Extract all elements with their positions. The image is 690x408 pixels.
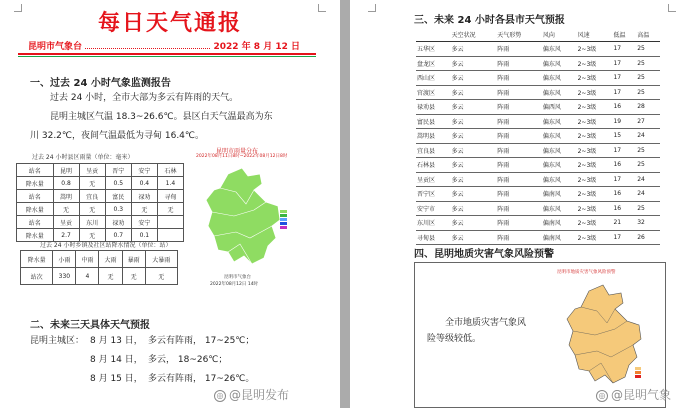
rain-table-row: [17, 216, 184, 229]
corner-mark: [668, 4, 676, 12]
forecast-cell: 多云: [451, 158, 497, 173]
section1-para1: 过去 24 小时，全市大部为多云有阵雨的天气。: [50, 93, 239, 103]
section2-heading: 二、未来三天具体天气预报: [30, 320, 150, 331]
rain-table: [16, 163, 184, 242]
forecast-cell: 偏东风: [542, 56, 577, 71]
forecast-cell: 阵雨: [496, 216, 542, 231]
forecast-cell: 17: [612, 56, 636, 71]
forecast-cell: 16: [612, 158, 636, 173]
forecast-cell: 宜良县: [416, 143, 451, 158]
rain-table-cell: 2.7: [53, 229, 79, 242]
rain-table-cell: [157, 216, 183, 229]
dotted-leader: [85, 39, 210, 49]
station-table-caption: 过去 24 小时乡镇及社区站降水情况（单位：站）: [40, 242, 172, 249]
rain-table-cell: 0.4: [131, 177, 157, 190]
forecast-cell: 25: [636, 143, 660, 158]
forecast-cell: 阵雨: [496, 56, 542, 71]
forecast-cell: 多云: [451, 114, 497, 129]
rain-table-cell: 呈贡: [79, 164, 105, 177]
forecast-cell: 16: [612, 201, 636, 216]
geo-risk-line1: 全市地质灾害气象风: [445, 318, 527, 328]
forecast-cell: 27: [636, 114, 660, 129]
station-table-cell: 无: [122, 268, 145, 285]
forecast-day-1-date: 8 月 13 日，: [90, 336, 143, 346]
rain-table-cell: 无: [53, 203, 79, 216]
forecast-cell: 2~3级: [577, 187, 613, 202]
map-org: 昆明市气象台: [224, 275, 251, 280]
forecast-cell: 阵雨: [496, 71, 542, 86]
forecast-cell: 偏西风: [542, 100, 577, 115]
geo-risk-line2: 险等级较低。: [427, 334, 482, 344]
rain-table-cell: 呈贡: [53, 216, 79, 229]
forecast-cell: 偏东风: [542, 114, 577, 129]
station-table-cell: 小雨: [53, 251, 76, 268]
station-table-cell: 中雨: [76, 251, 99, 268]
forecast-row: [416, 230, 660, 245]
forecast-column-header: [416, 27, 451, 42]
section4-heading: 四、昆明地质灾害气象风险预警: [414, 249, 554, 260]
station-table-cell: 站次: [21, 268, 53, 285]
forecast-cell: 2~3级: [577, 158, 613, 173]
rain-table-row: [17, 177, 184, 190]
forecast-cell: 阵雨: [496, 143, 542, 158]
forecast-cell: 多云: [451, 201, 497, 216]
forecast-cell: 24: [636, 172, 660, 187]
forecast-column-header: 风速: [577, 27, 613, 42]
rain-table-cell: 无: [157, 203, 183, 216]
forecast-cell: 偏东风: [542, 201, 577, 216]
rain-table-caption: 过去 24 小时县区雨量（单位：毫米）: [32, 154, 134, 161]
rain-table-cell: 0.8: [53, 177, 79, 190]
forecast-cell: 16: [612, 187, 636, 202]
red-rule: [18, 53, 316, 55]
forecast-cell: 偏东风: [542, 158, 577, 173]
rain-table-cell: 无: [131, 203, 157, 216]
forecast-cell: 偏东风: [542, 129, 577, 144]
forecast-cell: 2~3级: [577, 129, 613, 144]
forecast-cell: 2~3级: [577, 100, 613, 115]
forecast-cell: 官渡区: [416, 85, 451, 100]
forecast-cell: 偏东风: [542, 85, 577, 100]
report-date: 2022 年 8 月 12 日: [213, 42, 300, 52]
forecast-cell: 2~3级: [577, 56, 613, 71]
forecast-cell: 2~3级: [577, 143, 613, 158]
station-table-cell: 降水量: [21, 251, 53, 268]
forecast-cell: 25: [636, 71, 660, 86]
forecast-cell: 多云: [451, 85, 497, 100]
rain-table-cell: 富民: [105, 190, 131, 203]
rain-table-cell: 寻甸: [157, 190, 183, 203]
forecast-column-header: 高温: [636, 27, 660, 42]
county-forecast-table: [416, 27, 660, 245]
forecast-cell: 东川区: [416, 216, 451, 231]
forecast-cell: 晋宁区: [416, 187, 451, 202]
forecast-day-1-text: 多云有阵雨， 17~25℃；: [148, 336, 255, 346]
forecast-cell: 阵雨: [496, 230, 542, 245]
report-title: 每日天气通报: [97, 11, 242, 36]
forecast-cell: 15: [612, 129, 636, 144]
rain-table-cell: 无: [79, 203, 105, 216]
forecast-column-header: 天空状况: [451, 27, 497, 42]
forecast-cell: 富民县: [416, 114, 451, 129]
rain-table-cell: 降水量: [17, 229, 54, 242]
station-table-cell: 暴雨: [122, 251, 145, 268]
forecast-cell: 2~3级: [577, 85, 613, 100]
map-title: 昆明市雨量分布: [216, 148, 259, 155]
forecast-cell: 多云: [451, 216, 497, 231]
section1-heading: 一、过去 24 小时气象监测报告: [30, 78, 171, 89]
forecast-cell: 28: [636, 100, 660, 115]
rain-table-row: [17, 190, 184, 203]
forecast-cell: 五华区: [416, 42, 451, 57]
forecast-cell: 多云: [451, 56, 497, 71]
forecast-cell: 2~3级: [577, 230, 613, 245]
rain-table-cell: 站名: [17, 164, 54, 177]
left-page: [0, 0, 340, 408]
forecast-cell: 偏东风: [542, 143, 577, 158]
rain-table-cell: 东川: [79, 216, 105, 229]
forecast-cell: 多云: [451, 187, 497, 202]
forecast-row: [416, 100, 660, 115]
forecast-row: [416, 129, 660, 144]
forecast-day-2-text: 多云， 18~26℃；: [148, 355, 228, 365]
forecast-cell: 偏南风: [542, 216, 577, 231]
forecast-cell: 阵雨: [496, 187, 542, 202]
watermark-left-text: @昆明发布: [229, 388, 290, 402]
forecast-cell: 25: [636, 158, 660, 173]
forecast-row: [416, 158, 660, 173]
rain-table-cell: 安宁: [131, 216, 157, 229]
forecast-cell: 阵雨: [496, 201, 542, 216]
forecast-row: [416, 216, 660, 231]
forecast-cell: 偏东风: [542, 42, 577, 57]
forecast-column-header: 天气形势: [496, 27, 542, 42]
forecast-cell: 2~3级: [577, 201, 613, 216]
map-footer: 2022年08月12日 14时: [210, 282, 259, 287]
forecast-cell: 偏东风: [542, 172, 577, 187]
forecast-cell: 阵雨: [496, 129, 542, 144]
forecast-cell: 阵雨: [496, 158, 542, 173]
forecast-column-header: 风向: [542, 27, 577, 42]
forecast-label: 昆明主城区：: [30, 336, 85, 346]
forecast-column-header: 低温: [612, 27, 636, 42]
watermark-left: [214, 386, 289, 403]
section1-para2a: 昆明主城区气温 18.3~26.6℃。县区白天气温最高为东: [50, 112, 273, 122]
right-page: [350, 0, 690, 408]
rain-table-cell: 宜良: [79, 190, 105, 203]
forecast-cell: 17: [612, 172, 636, 187]
forecast-cell: 17: [612, 71, 636, 86]
rain-table-cell: 晋宁: [105, 164, 131, 177]
forecast-cell: 呈贡区: [416, 172, 451, 187]
forecast-row: [416, 187, 660, 202]
green-rule: [18, 56, 316, 57]
forecast-cell: 阵雨: [496, 42, 542, 57]
forecast-cell: 17: [612, 42, 636, 57]
station-table-row: [21, 268, 178, 285]
weibo-icon: ◎: [596, 390, 608, 402]
rain-table-cell: 昆明: [53, 164, 79, 177]
forecast-cell: 阵雨: [496, 85, 542, 100]
forecast-row: [416, 42, 660, 57]
forecast-row: [416, 56, 660, 71]
geo-risk-text: [427, 315, 527, 347]
rain-table-cell: 0.1: [131, 229, 157, 242]
forecast-cell: 24: [636, 187, 660, 202]
weibo-icon: ◎: [214, 390, 226, 402]
station-table-cell: 大暴雨: [145, 251, 177, 268]
forecast-cell: 多云: [451, 42, 497, 57]
forecast-cell: 26: [636, 230, 660, 245]
forecast-cell: 25: [636, 42, 660, 57]
rain-table-cell: 安宁: [131, 164, 157, 177]
forecast-cell: 多云: [451, 129, 497, 144]
rain-table-cell: 石林: [157, 164, 183, 177]
rain-table-cell: 禄劝: [105, 216, 131, 229]
rain-table-cell: 0.7: [105, 229, 131, 242]
geo-risk-map: [551, 269, 661, 399]
section3-heading: 三、未来 24 小时各县市天气预报: [414, 15, 565, 26]
forecast-cell: 24: [636, 129, 660, 144]
forecast-cell: 阵雨: [496, 114, 542, 129]
forecast-cell: 嵩明县: [416, 129, 451, 144]
forecast-row: [416, 71, 660, 86]
forecast-row: [416, 201, 660, 216]
rain-table-cell: 站名: [17, 190, 54, 203]
rain-table-cell: 0.3: [105, 203, 131, 216]
rain-table-cell: 禄劝: [131, 190, 157, 203]
forecast-cell: 17: [612, 143, 636, 158]
forecast-cell: 禄劝县: [416, 100, 451, 115]
forecast-cell: 32: [636, 216, 660, 231]
rain-table-cell: 1.4: [157, 177, 183, 190]
station-table-cell: 大雨: [99, 251, 122, 268]
station-table-row: [21, 251, 178, 268]
forecast-cell: 盘龙区: [416, 56, 451, 71]
rain-table-cell: 嵩明: [53, 190, 79, 203]
station-table-cell: 330: [53, 268, 76, 285]
forecast-cell: 石林县: [416, 158, 451, 173]
rainfall-map: [188, 146, 300, 290]
forecast-cell: 25: [636, 56, 660, 71]
issuer-line: [28, 39, 300, 52]
forecast-cell: 25: [636, 85, 660, 100]
forecast-day-3-date: 8 月 15 日，: [90, 374, 143, 384]
forecast-cell: 多云: [451, 230, 497, 245]
watermark-right-text: @昆明气象: [611, 388, 672, 402]
section1-para2b: 川 32.2℃，夜间气温最低为寻甸 16.4℃。: [30, 131, 205, 141]
rain-table-cell: 站名: [17, 216, 54, 229]
geo-map-title: 昆明市地质灾害气象风险预警: [557, 270, 616, 275]
forecast-cell: 19: [612, 114, 636, 129]
forecast-day-2-date: 8 月 14 日，: [90, 355, 143, 365]
forecast-cell: 多云: [451, 172, 497, 187]
forecast-cell: 偏东风: [542, 71, 577, 86]
station-table-cell: 4: [76, 268, 99, 285]
rain-table-cell: 0.5: [105, 177, 131, 190]
forecast-cell: 2~3级: [577, 172, 613, 187]
forecast-cell: 17: [612, 230, 636, 245]
forecast-row: [416, 114, 660, 129]
forecast-cell: 2~3级: [577, 216, 613, 231]
rain-table-cell: 无: [79, 229, 105, 242]
watermark-right: [596, 386, 671, 403]
forecast-cell: 多云: [451, 100, 497, 115]
station-table: [20, 250, 178, 285]
forecast-cell: 17: [612, 85, 636, 100]
station-table-cell: 无: [145, 268, 177, 285]
rain-table-cell: 降水量: [17, 177, 54, 190]
forecast-cell: 西山区: [416, 71, 451, 86]
forecast-cell: 25: [636, 201, 660, 216]
forecast-cell: 偏南风: [542, 230, 577, 245]
forecast-cell: 偏南风: [542, 187, 577, 202]
forecast-cell: 2~3级: [577, 71, 613, 86]
issuer: 昆明市气象台: [28, 42, 83, 52]
forecast-cell: 多云: [451, 71, 497, 86]
forecast-cell: 安宁市: [416, 201, 451, 216]
forecast-cell: 2~3级: [577, 42, 613, 57]
forecast-row: [416, 143, 660, 158]
forecast-cell: 16: [612, 100, 636, 115]
map-subtitle: 2022年08月11日8时~2022年08月12日8时: [196, 154, 288, 159]
forecast-cell: 阵雨: [496, 100, 542, 115]
rain-table-cell: 无: [79, 177, 105, 190]
rain-table-row: [17, 164, 184, 177]
station-table-cell: 无: [99, 268, 122, 285]
forecast-cell: 寻甸县: [416, 230, 451, 245]
forecast-cell: 2~3级: [577, 114, 613, 129]
rainfall-map-graphic: [188, 146, 300, 290]
rain-table-row: [17, 203, 184, 216]
forecast-row: [416, 172, 660, 187]
geo-risk-map-graphic: [551, 269, 661, 399]
forecast-cell: 多云: [451, 143, 497, 158]
forecast-row: [416, 85, 660, 100]
forecast-cell: 21: [612, 216, 636, 231]
forecast-day-3-text: 多云有阵雨， 17~26℃。: [148, 374, 255, 384]
forecast-cell: 阵雨: [496, 172, 542, 187]
rain-table-cell: 降水量: [17, 203, 54, 216]
corner-mark: [368, 4, 376, 12]
